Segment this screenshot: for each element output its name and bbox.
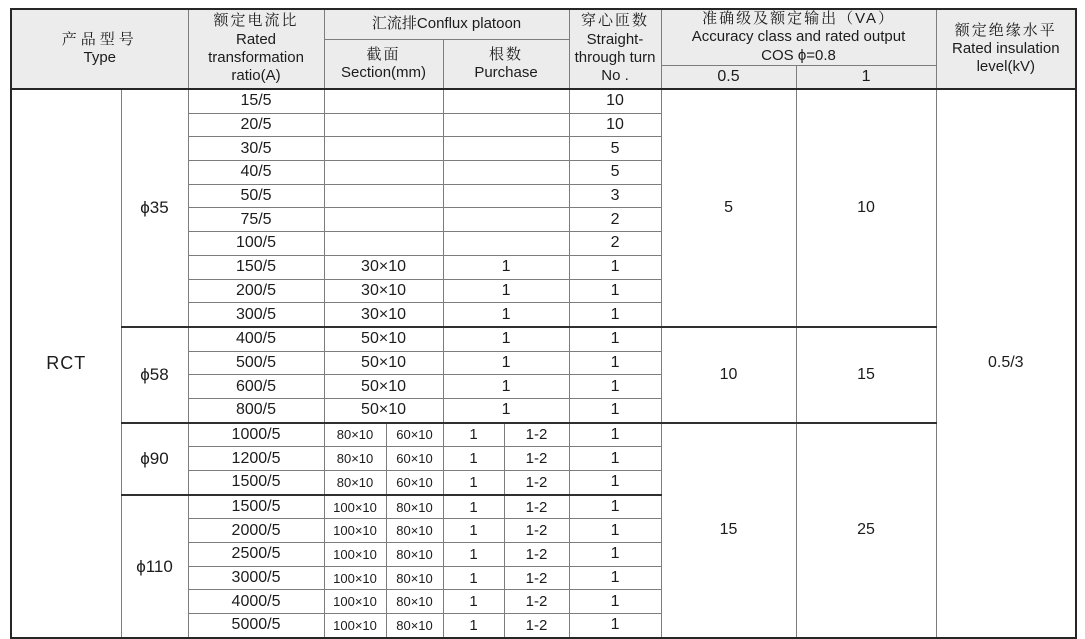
- cos-label: COS ϕ=0.8: [761, 46, 836, 64]
- turn-cell: 1: [569, 566, 661, 590]
- phi-group-cell: ϕ110: [121, 495, 188, 638]
- table-body: [11, 89, 1076, 638]
- header-conflux-platoon: [324, 9, 569, 40]
- purchase-b-cell: 1-2: [504, 519, 569, 543]
- accuracy-0-5-cell: 5: [661, 89, 796, 327]
- ratio-cell: 400/5: [188, 327, 324, 351]
- turn-cell: 1: [569, 471, 661, 495]
- phi-group-cell: ϕ90: [121, 423, 188, 495]
- section-b-cell: 80×10: [386, 543, 443, 567]
- ratio-cell: 500/5: [188, 351, 324, 375]
- section-b-cell: 80×10: [386, 566, 443, 590]
- ratio-cell: 75/5: [188, 208, 324, 232]
- header-insulation-level: [936, 9, 1076, 89]
- header-accuracy-output: [661, 9, 936, 66]
- turn-cell: 3: [569, 184, 661, 208]
- turn-cell: 1: [569, 279, 661, 303]
- ratio-cell: 3000/5: [188, 566, 324, 590]
- purchase-a-cell: 1: [443, 471, 504, 495]
- purchase-a-cell: 1: [443, 519, 504, 543]
- header-rated-ratio: [188, 9, 324, 89]
- purchase-cell: [443, 232, 569, 256]
- section-a-cell: 100×10: [324, 590, 386, 614]
- purchase-cell: 1: [443, 351, 569, 375]
- turn-cell: 1: [569, 447, 661, 471]
- turn-cell: 1: [569, 327, 661, 351]
- turn-cell: 2: [569, 208, 661, 232]
- section-a-cell: 80×10: [324, 423, 386, 447]
- accuracy-1-cell: 10: [796, 89, 936, 327]
- purchase-cell: [443, 208, 569, 232]
- zh-label: 额定电流比: [213, 12, 299, 30]
- ratio-cell: 30/5: [188, 137, 324, 161]
- turn-cell: 1: [569, 375, 661, 399]
- table-row: [11, 327, 1076, 351]
- ratio-cell: 100/5: [188, 232, 324, 256]
- ratio-cell: 600/5: [188, 375, 324, 399]
- turn-cell: 1: [569, 495, 661, 519]
- section-cell: [324, 113, 443, 137]
- ratio-cell: 200/5: [188, 279, 324, 303]
- section-cell: 50×10: [324, 351, 443, 375]
- ratio-cell: 5000/5: [188, 614, 324, 638]
- accuracy-0-5-cell: 10: [661, 327, 796, 423]
- zh-label: 产品型号: [61, 30, 138, 48]
- section-a-cell: 100×10: [324, 543, 386, 567]
- ratio-cell: 4000/5: [188, 590, 324, 614]
- section-a-cell: 100×10: [324, 519, 386, 543]
- section-a-cell: 80×10: [324, 447, 386, 471]
- ratio-cell: 1200/5: [188, 447, 324, 471]
- purchase-a-cell: 1: [443, 423, 504, 447]
- section-b-cell: 80×10: [386, 495, 443, 519]
- purchase-a-cell: 1: [443, 447, 504, 471]
- accuracy-0-5-cell: 15: [661, 423, 796, 638]
- zh-label: 截面: [366, 45, 401, 63]
- section-cell: [324, 137, 443, 161]
- section-cell: [324, 208, 443, 232]
- ratio-cell: 150/5: [188, 255, 324, 279]
- section-cell: 50×10: [324, 398, 443, 422]
- en-label: Accuracy class and rated output: [691, 28, 906, 46]
- purchase-b-cell: 1-2: [504, 566, 569, 590]
- purchase-cell: 1: [443, 398, 569, 422]
- zh-label: 根数: [489, 45, 524, 63]
- header-accuracy-0-5: 0.5: [661, 66, 796, 90]
- purchase-cell: [443, 89, 569, 113]
- section-cell: [324, 184, 443, 208]
- en-label: Rated insulation level(kV): [951, 39, 1060, 76]
- ratio-cell: 300/5: [188, 303, 324, 327]
- purchase-cell: 1: [443, 375, 569, 399]
- en-label: Section(mm): [341, 64, 427, 81]
- purchase-a-cell: 1: [443, 566, 504, 590]
- ratio-cell: 2500/5: [188, 543, 324, 567]
- header-section: [324, 40, 443, 90]
- table-row: [11, 89, 1076, 113]
- turn-cell: 1: [569, 543, 661, 567]
- turn-cell: 1: [569, 590, 661, 614]
- section-b-cell: 80×10: [386, 519, 443, 543]
- zh-label: 准确级及额定输出（VA）: [702, 10, 895, 28]
- product-cell: RCT: [11, 89, 121, 638]
- en-label: Type: [83, 49, 117, 66]
- phi-group-cell: ϕ58: [121, 327, 188, 423]
- purchase-cell: [443, 184, 569, 208]
- purchase-b-cell: 1-2: [504, 543, 569, 567]
- purchase-b-cell: 1-2: [504, 471, 569, 495]
- zh-label: 穿心匝数: [581, 12, 650, 30]
- section-b-cell: 60×10: [386, 423, 443, 447]
- conflux-label: 汇流排Conflux platoon: [371, 15, 522, 33]
- purchase-b-cell: 1-2: [504, 590, 569, 614]
- section-b-cell: 60×10: [386, 471, 443, 495]
- turn-cell: 1: [569, 423, 661, 447]
- turn-cell: 10: [569, 113, 661, 137]
- purchase-b-cell: 1-2: [504, 614, 569, 638]
- section-cell: [324, 232, 443, 256]
- section-b-cell: 80×10: [386, 614, 443, 638]
- purchase-b-cell: 1-2: [504, 423, 569, 447]
- insulation-cell: 0.5/3: [936, 89, 1076, 638]
- turn-cell: 5: [569, 161, 661, 185]
- purchase-b-cell: 1-2: [504, 495, 569, 519]
- purchase-cell: [443, 161, 569, 185]
- table-header: [11, 9, 1076, 89]
- ratio-cell: 50/5: [188, 184, 324, 208]
- ratio-cell: 1000/5: [188, 423, 324, 447]
- accuracy-1-cell: 25: [796, 423, 936, 638]
- section-a-cell: 100×10: [324, 566, 386, 590]
- turn-cell: 10: [569, 89, 661, 113]
- purchase-a-cell: 1: [443, 590, 504, 614]
- header-purchase: [443, 40, 569, 90]
- section-cell: [324, 161, 443, 185]
- ratio-cell: 20/5: [188, 113, 324, 137]
- en-label: Rated transformation ratio(A): [208, 30, 304, 85]
- purchase-cell: 1: [443, 303, 569, 327]
- section-cell: [324, 89, 443, 113]
- section-cell: 50×10: [324, 327, 443, 351]
- header-product-type: [11, 9, 188, 89]
- header-turn-no: [569, 9, 661, 89]
- section-b-cell: 60×10: [386, 447, 443, 471]
- ratio-cell: 1500/5: [188, 495, 324, 519]
- en-label: Straight-through turn No .: [574, 30, 656, 85]
- purchase-cell: 1: [443, 279, 569, 303]
- header-row-1: [11, 9, 1076, 40]
- section-b-cell: 80×10: [386, 590, 443, 614]
- purchase-cell: [443, 113, 569, 137]
- accuracy-1-cell: 15: [796, 327, 936, 423]
- section-cell: 50×10: [324, 375, 443, 399]
- en-label: Purchase: [474, 64, 538, 81]
- turn-cell: 1: [569, 614, 661, 638]
- turn-cell: 1: [569, 398, 661, 422]
- zh-label: 额定绝缘水平: [954, 21, 1057, 39]
- section-cell: 30×10: [324, 255, 443, 279]
- ratio-cell: 2000/5: [188, 519, 324, 543]
- turn-cell: 2: [569, 232, 661, 256]
- turn-cell: 1: [569, 255, 661, 279]
- purchase-a-cell: 1: [443, 614, 504, 638]
- turn-cell: 1: [569, 351, 661, 375]
- purchase-a-cell: 1: [443, 495, 504, 519]
- purchase-cell: 1: [443, 255, 569, 279]
- ratio-cell: 40/5: [188, 161, 324, 185]
- turn-cell: 5: [569, 137, 661, 161]
- purchase-a-cell: 1: [443, 543, 504, 567]
- spec-table: [10, 8, 1077, 639]
- purchase-cell: [443, 137, 569, 161]
- section-a-cell: 100×10: [324, 495, 386, 519]
- ratio-cell: 1500/5: [188, 471, 324, 495]
- table-row: [11, 423, 1076, 447]
- section-cell: 30×10: [324, 303, 443, 327]
- purchase-cell: 1: [443, 327, 569, 351]
- turn-cell: 1: [569, 303, 661, 327]
- ratio-cell: 15/5: [188, 89, 324, 113]
- purchase-b-cell: 1-2: [504, 447, 569, 471]
- phi-group-cell: ϕ35: [121, 89, 188, 327]
- section-cell: 30×10: [324, 279, 443, 303]
- ratio-cell: 800/5: [188, 398, 324, 422]
- section-a-cell: 100×10: [324, 614, 386, 638]
- header-accuracy-1: 1: [796, 66, 936, 90]
- section-a-cell: 80×10: [324, 471, 386, 495]
- turn-cell: 1: [569, 519, 661, 543]
